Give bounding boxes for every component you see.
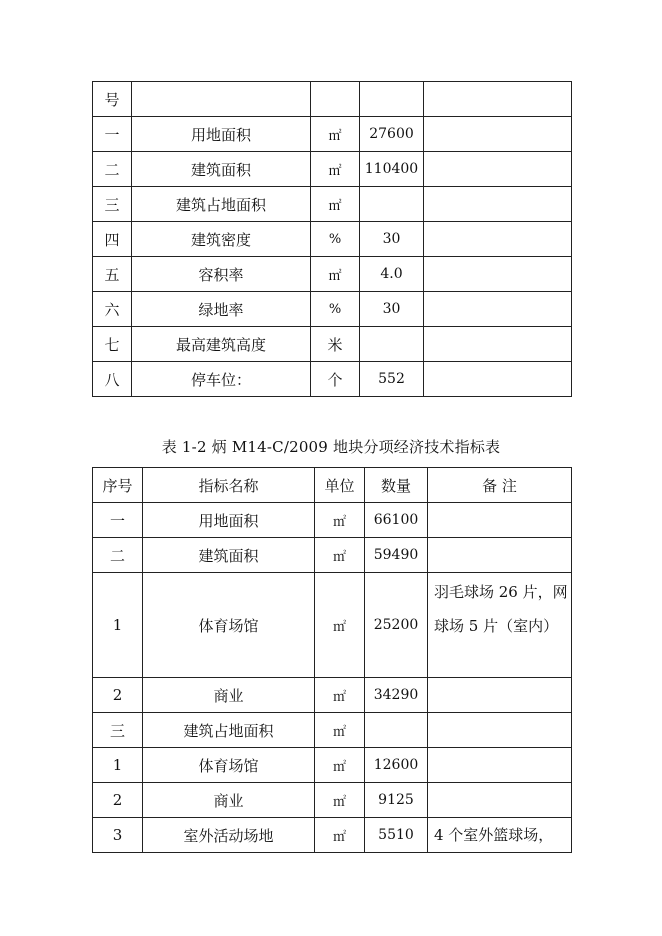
row-unit: ㎡ [315, 713, 365, 748]
row-note [424, 327, 572, 362]
row-note [424, 187, 572, 222]
row-no: 八 [93, 362, 132, 397]
header-name: 指标名称 [143, 468, 315, 503]
row-name: 建筑占地面积 [132, 187, 311, 222]
row-value [360, 187, 424, 222]
row-name: 商业 [143, 783, 315, 818]
row-note [424, 292, 572, 327]
table-caption: 表 1-2 炳 M14-C/2009 地块分项经济技术指标表 [161, 438, 501, 456]
row-no: 五 [93, 257, 132, 292]
row-no: 1 [93, 748, 143, 783]
table-row [93, 152, 572, 187]
row-no: 3 [93, 818, 143, 853]
row-value [365, 713, 428, 748]
row-unit: 个 [311, 362, 360, 397]
row-unit: ㎡ [311, 152, 360, 187]
header-unit: 单位 [315, 468, 365, 503]
row-name: 室外活动场地 [143, 818, 315, 853]
row-no: 三 [93, 713, 143, 748]
row-unit: % [311, 222, 360, 257]
row-unit: 米 [311, 327, 360, 362]
row-no: 六 [93, 292, 132, 327]
table-row [93, 748, 572, 783]
table-row [93, 82, 572, 117]
row-note [428, 713, 572, 748]
header-no: 序号 [93, 468, 143, 503]
row-no: 2 [93, 783, 143, 818]
table-row [93, 362, 572, 397]
row-name: 体育场馆 [143, 573, 315, 678]
row-unit: ㎡ [311, 117, 360, 152]
row-value: 552 [360, 362, 424, 397]
row-no: 二 [93, 152, 132, 187]
row-no: 七 [93, 327, 132, 362]
row-no: 二 [93, 538, 143, 573]
row-unit: ㎡ [315, 818, 365, 853]
row-value: 12600 [365, 748, 428, 783]
row-name: 绿地率 [132, 292, 311, 327]
row-unit: ㎡ [311, 187, 360, 222]
row-value [360, 327, 424, 362]
row-note: 羽毛球场 26 片，网球场 5 片（室内） [428, 573, 572, 678]
row-unit: ㎡ [315, 538, 365, 573]
table-row [93, 818, 572, 853]
row-note [424, 362, 572, 397]
row-unit: ㎡ [315, 748, 365, 783]
row-note [424, 152, 572, 187]
row-no: 一 [93, 503, 143, 538]
header-note: 备 注 [428, 468, 572, 503]
row-no: 四 [93, 222, 132, 257]
row-name: 用地面积 [143, 503, 315, 538]
row-name: 停车位： [132, 362, 311, 397]
row-name: 建筑面积 [143, 538, 315, 573]
indicator-table-1 [92, 81, 572, 397]
row-unit: % [311, 292, 360, 327]
row-no: 一 [93, 117, 132, 152]
row-note [428, 783, 572, 818]
row-note: 4 个室外篮球场， [428, 818, 572, 853]
row-value: 9125 [365, 783, 428, 818]
table-row [93, 503, 572, 538]
table-row [93, 327, 572, 362]
row-name: 用地面积 [132, 117, 311, 152]
row-value: 5510 [365, 818, 428, 853]
table-row [93, 257, 572, 292]
indicator-table-2 [92, 467, 572, 853]
row-note [424, 222, 572, 257]
table-row [93, 292, 572, 327]
table-row [93, 187, 572, 222]
header-fragment: 号 [93, 82, 132, 117]
row-note [428, 748, 572, 783]
row-value: 110400 [360, 152, 424, 187]
row-no: 2 [93, 678, 143, 713]
row-note [428, 538, 572, 573]
row-note [428, 678, 572, 713]
row-name: 最高建筑高度 [132, 327, 311, 362]
table-row [93, 573, 572, 678]
row-unit: ㎡ [311, 257, 360, 292]
row-no: 1 [93, 573, 143, 678]
row-name: 建筑密度 [132, 222, 311, 257]
row-note [424, 117, 572, 152]
table-row [93, 538, 572, 573]
table-row [93, 713, 572, 748]
row-unit: ㎡ [315, 503, 365, 538]
row-unit: ㎡ [315, 783, 365, 818]
header-value: 数量 [365, 468, 428, 503]
row-name: 容积率 [132, 257, 311, 292]
row-no: 三 [93, 187, 132, 222]
row-value: 59490 [365, 538, 428, 573]
header-row [93, 468, 572, 503]
row-value: 4.0 [360, 257, 424, 292]
row-note [424, 257, 572, 292]
row-note [428, 503, 572, 538]
row-name: 商业 [143, 678, 315, 713]
row-value: 27600 [360, 117, 424, 152]
table-row [93, 783, 572, 818]
row-value: 66100 [365, 503, 428, 538]
row-name: 建筑面积 [132, 152, 311, 187]
row-unit: ㎡ [315, 678, 365, 713]
row-name: 建筑占地面积 [143, 713, 315, 748]
row-value: 34290 [365, 678, 428, 713]
table-row [93, 222, 572, 257]
row-value: 30 [360, 222, 424, 257]
row-unit: ㎡ [315, 573, 365, 678]
table-row [93, 117, 572, 152]
row-value: 25200 [365, 573, 428, 678]
row-value: 30 [360, 292, 424, 327]
table-row [93, 678, 572, 713]
row-name: 体育场馆 [143, 748, 315, 783]
